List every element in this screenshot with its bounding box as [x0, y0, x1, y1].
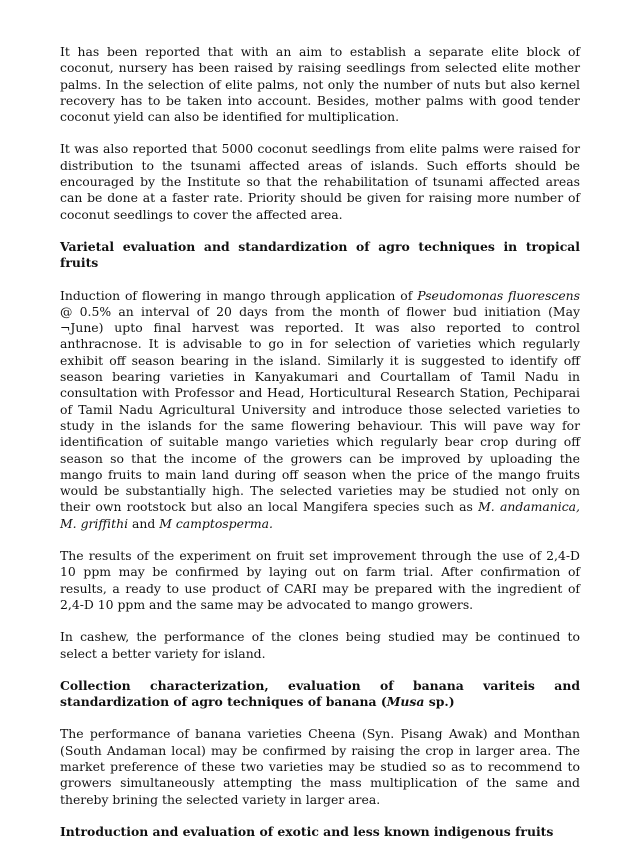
paragraph-mango-flowering: [60, 288, 580, 532]
paragraph-tsunami-seedlings: It was also reported that 5000 coconut seedlings from elite palms were raised for distribution to the tsunami affected areas of islands. Such efforts should be encouraged by the Institute so that the rehabilitation of tsunami affected areas can be done at a faster rate. Priority should be given for raising more number of coconut seedlings to cover the affected area.: [60, 141, 580, 222]
paragraph-fruit-set-24d: The results of the experiment on fruit set improvement through the use of 2,4-D 10 ppm may be confirmed by laying out on farm trial. After confirmation of results, a ready to use product of CARI may be prepared with the ingredient of 2,4-D 10 ppm and the same may be advocated to mango growers.: [60, 548, 580, 612]
paragraph-elite-coconut-nursery: It has been reported that with an aim to establish a separate elite block of coconut, nursery has been raised by raising seedlings from selected elite mother palms. In the selection of elite palms, not only the number of nuts but also kernel recovery has to be taken into account. Besides, mother palms with good tender coconut yield can also be identified for multiplication.: [60, 44, 580, 125]
heading-banana: [60, 678, 580, 711]
text-run: @ 0.5% an interval of 20 days from the month of flower bud initiation (May ¬June) upto final harvest was reported. It was also reported to control anthracnose. It is advisable to go in for selection of varieties which regularly exhibit off season bearing in the island. Similarly it is suggested to identify off season bearing varieties in Kanyakumari and Courtallam of Tamil Nadu in consultation with Professor and Head, Horticultural Research Station, Pechiparai of Tamil Nadu Agricultural University and introduce those selected varieties to study in the islands for the same flowering behaviour. This will pave way for identification of suitable mango varieties which regularly bear crop during off season so that the income of the growers can be improved by uploading the mango fruits to main land during off season when the price of the mango fruits would be substantially high. The selected varieties may be studied not only on their own rootstock but also an local Mangifera species such as: [60, 303, 580, 515]
italic-run: Pseudomonas fluorescens: [417, 287, 580, 303]
heading-tropical-fruits: Varietal evaluation and standardization of agro techniques in tropical fruits: [60, 238, 580, 271]
text-run: sp.): [424, 694, 455, 710]
italic-run: Musa: [386, 694, 425, 710]
italic-run: M camptosperma.: [159, 515, 273, 531]
heading-exotic-fruits: Introduction and evaluation of exotic and less known indigenous fruits: [60, 823, 554, 839]
document-page: [60, 44, 580, 856]
text-run: Collection characterization, evaluation of banana variteis and standardization of agro techniques of banana (: [60, 677, 580, 710]
text-run: and: [128, 515, 160, 531]
text-run: Induction of flowering in mango through application of: [60, 287, 418, 303]
paragraph-banana-varieties: The performance of banana varieties Cheena (Syn. Pisang Awak) and Monthan (South Andaman local) may be confirmed by raising the crop in larger area. The market preference of these two varieties may be studied so as to recommend to growers simultaneously attempting the mass multiplication of the same and thereby brining the selected variety in larger area.: [60, 726, 580, 807]
paragraph-cashew: In cashew, the performance of the clones being studied may be continued to select a better variety for island.: [60, 629, 580, 661]
italic-run: M. andamanica, M. griffithi: [60, 499, 580, 531]
